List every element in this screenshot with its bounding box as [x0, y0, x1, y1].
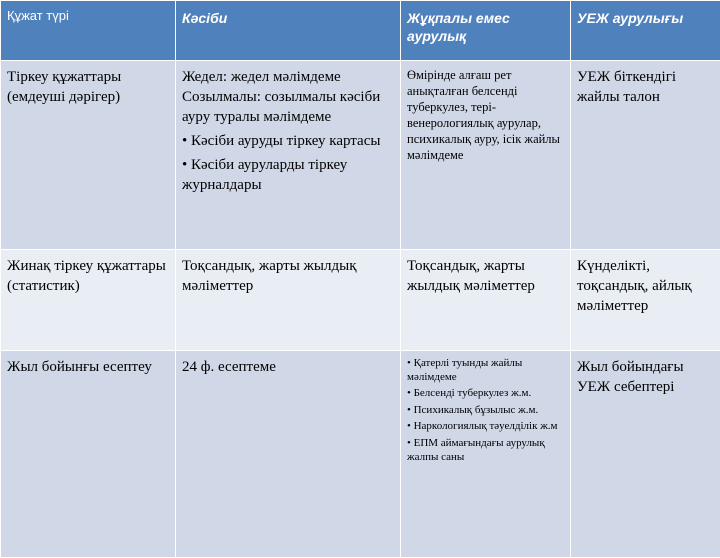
- cell-professional-annual: 24 ф. есептеме: [176, 351, 401, 558]
- cell-noncommunicable-annual: [401, 351, 571, 558]
- header-professional: Кәсіби: [176, 1, 401, 61]
- table-row: [1, 250, 720, 351]
- cell-disability-annual: Жыл бойындағы УЕЖ себептері: [571, 351, 720, 558]
- cell-summary-docs: Жинақ тіркеу құжаттары (статистик): [1, 250, 176, 351]
- cell-professional-registration: [176, 61, 401, 250]
- cell-disability-summary: Күнделікті, тоқсандық, айлық мәліметтер: [571, 250, 720, 351]
- cell-registration-docs: Тіркеу құжаттары (емдеуші дәрігер): [1, 61, 176, 250]
- cell-disability-registration: УЕЖ біткендігі жайлы талон: [571, 61, 720, 250]
- bullet-item: • Наркологиялық тәуелділік ж.м: [407, 420, 564, 434]
- cell-line: Созылмалы: созылмалы кәсіби ауру туралы мәлімдеме: [182, 87, 394, 127]
- header-document-type: Құжат түрі: [1, 1, 176, 61]
- bullet-item: • Кәсіби ауруларды тіркеу журналдары: [182, 155, 394, 195]
- bullet-item: • Кәсіби ауруды тіркеу картасы: [182, 131, 394, 151]
- table-row: [1, 61, 720, 250]
- cell-noncommunicable-summary: Тоқсандық, жарты жылдық мәліметтер: [401, 250, 571, 351]
- bullet-item: • ЕПМ аймағындағы аурулық жалпы саны: [407, 437, 564, 464]
- table-row: [1, 351, 720, 558]
- bullet-item: • Қатерлі туынды жайлы мәлімдеме: [407, 357, 564, 384]
- bullet-item: • Психикалық бұзылыс ж.м.: [407, 404, 564, 418]
- cell-professional-summary: Тоқсандық, жарты жылдық мәліметтер: [176, 250, 401, 351]
- cell-noncommunicable-registration: Өмірінде алғаш рет анықталған белсенді туберкулез, тері-венерологиялық аурулар, психикалық ауру, ісік жайлы мәлімдеме: [401, 61, 571, 250]
- header-noncommunicable: Жұқпалы емес аурулық: [401, 1, 571, 61]
- header-temporary-disability: УЕЖ аурулығы: [571, 1, 720, 61]
- cell-annual-reporting: Жыл бойынғы есептеу: [1, 351, 176, 558]
- bullet-item: • Белсенді туберкулез ж.м.: [407, 387, 564, 401]
- cell-line: Жедел: жедел мәлімдеме: [182, 67, 394, 87]
- header-row: [1, 1, 720, 61]
